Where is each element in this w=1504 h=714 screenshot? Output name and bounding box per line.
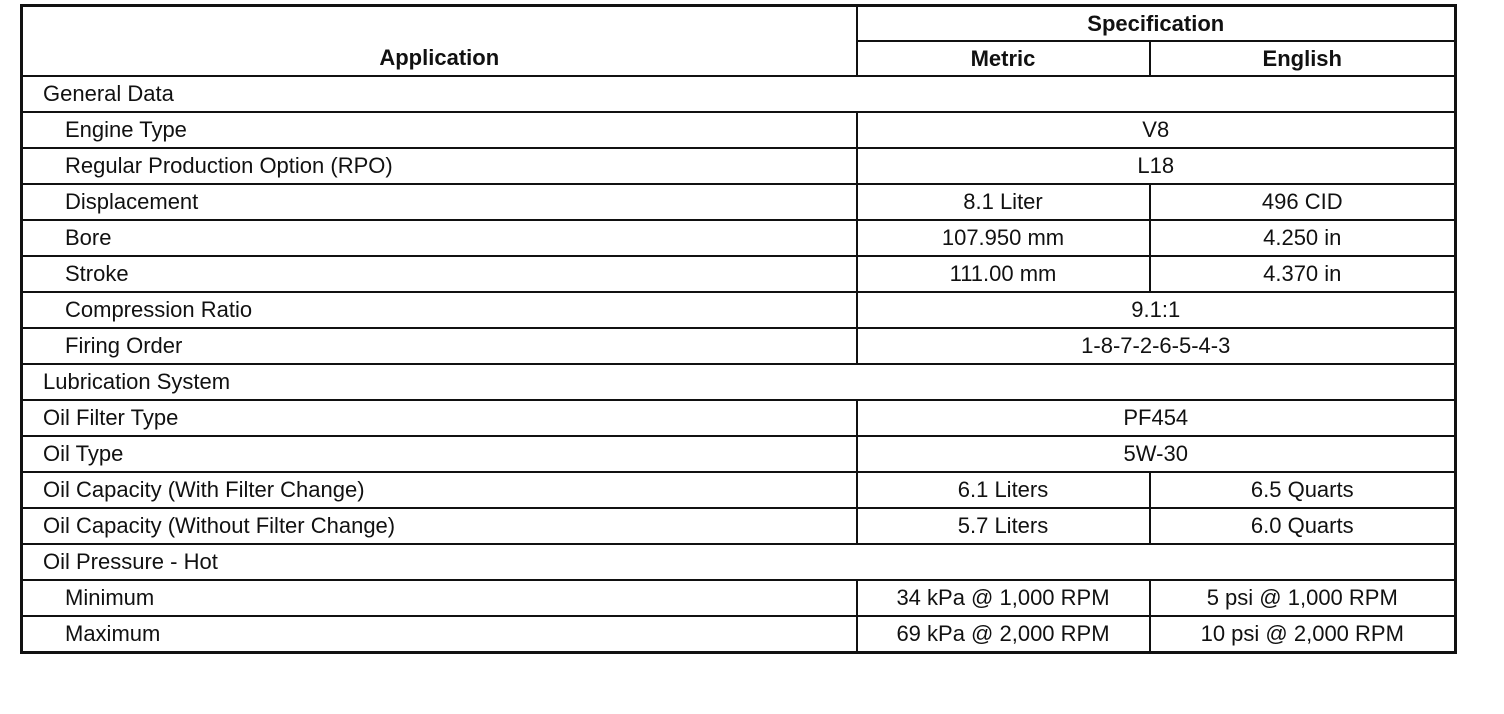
engine-specification-table xyxy=(20,4,1457,654)
english-header: English xyxy=(1150,41,1456,76)
row-value: PF454 xyxy=(857,400,1456,436)
row-value: 9.1:1 xyxy=(857,292,1456,328)
table-row-rpo xyxy=(22,148,1456,184)
metric-value: 69 kPa @ 2,000 RPM xyxy=(857,616,1150,653)
row-label: Firing Order xyxy=(22,328,857,364)
section-row-general-data xyxy=(22,76,1456,112)
metric-value: 5.7 Liters xyxy=(857,508,1150,544)
table-row-stroke xyxy=(22,256,1456,292)
row-label: Oil Type xyxy=(22,436,857,472)
english-value: 6.0 Quarts xyxy=(1150,508,1456,544)
row-label: Oil Filter Type xyxy=(22,400,857,436)
row-value: V8 xyxy=(857,112,1456,148)
row-label: Compression Ratio xyxy=(22,292,857,328)
section-title-general-data: General Data xyxy=(22,76,1456,112)
metric-value: 34 kPa @ 1,000 RPM xyxy=(857,580,1150,616)
application-header: Application xyxy=(22,6,857,77)
row-value: L18 xyxy=(857,148,1456,184)
metric-header: Metric xyxy=(857,41,1150,76)
table-row-engine-type xyxy=(22,112,1456,148)
table-row-oil-capacity-without-filter xyxy=(22,508,1456,544)
english-value: 6.5 Quarts xyxy=(1150,472,1456,508)
row-label: Maximum xyxy=(22,616,857,653)
english-value: 5 psi @ 1,000 RPM xyxy=(1150,580,1456,616)
table-row-firing-order xyxy=(22,328,1456,364)
row-label: Stroke xyxy=(22,256,857,292)
row-label: Oil Capacity (With Filter Change) xyxy=(22,472,857,508)
row-label: Bore xyxy=(22,220,857,256)
metric-value: 8.1 Liter xyxy=(857,184,1150,220)
row-label: Displacement xyxy=(22,184,857,220)
table-row-oil-filter-type xyxy=(22,400,1456,436)
table-row-displacement xyxy=(22,184,1456,220)
row-label: Minimum xyxy=(22,580,857,616)
metric-value: 107.950 mm xyxy=(857,220,1150,256)
section-title-lubrication-system: Lubrication System xyxy=(22,364,1456,400)
section-row-oil-pressure-hot xyxy=(22,544,1456,580)
row-label: Oil Capacity (Without Filter Change) xyxy=(22,508,857,544)
row-value: 1-8-7-2-6-5-4-3 xyxy=(857,328,1456,364)
metric-value: 6.1 Liters xyxy=(857,472,1150,508)
section-title-oil-pressure-hot: Oil Pressure - Hot xyxy=(22,544,1456,580)
metric-value: 111.00 mm xyxy=(857,256,1150,292)
row-label: Regular Production Option (RPO) xyxy=(22,148,857,184)
english-value: 4.370 in xyxy=(1150,256,1456,292)
row-value: 5W-30 xyxy=(857,436,1456,472)
table-row-oil-pressure-minimum xyxy=(22,580,1456,616)
table-row-oil-capacity-with-filter xyxy=(22,472,1456,508)
table-row-oil-pressure-maximum xyxy=(22,616,1456,653)
table-row-bore xyxy=(22,220,1456,256)
table-row-compression-ratio xyxy=(22,292,1456,328)
english-value: 10 psi @ 2,000 RPM xyxy=(1150,616,1456,653)
section-row-lubrication-system xyxy=(22,364,1456,400)
specification-header: Specification xyxy=(857,6,1456,42)
header-row-top xyxy=(22,6,1456,42)
english-value: 496 CID xyxy=(1150,184,1456,220)
english-value: 4.250 in xyxy=(1150,220,1456,256)
row-label: Engine Type xyxy=(22,112,857,148)
table-row-oil-type xyxy=(22,436,1456,472)
